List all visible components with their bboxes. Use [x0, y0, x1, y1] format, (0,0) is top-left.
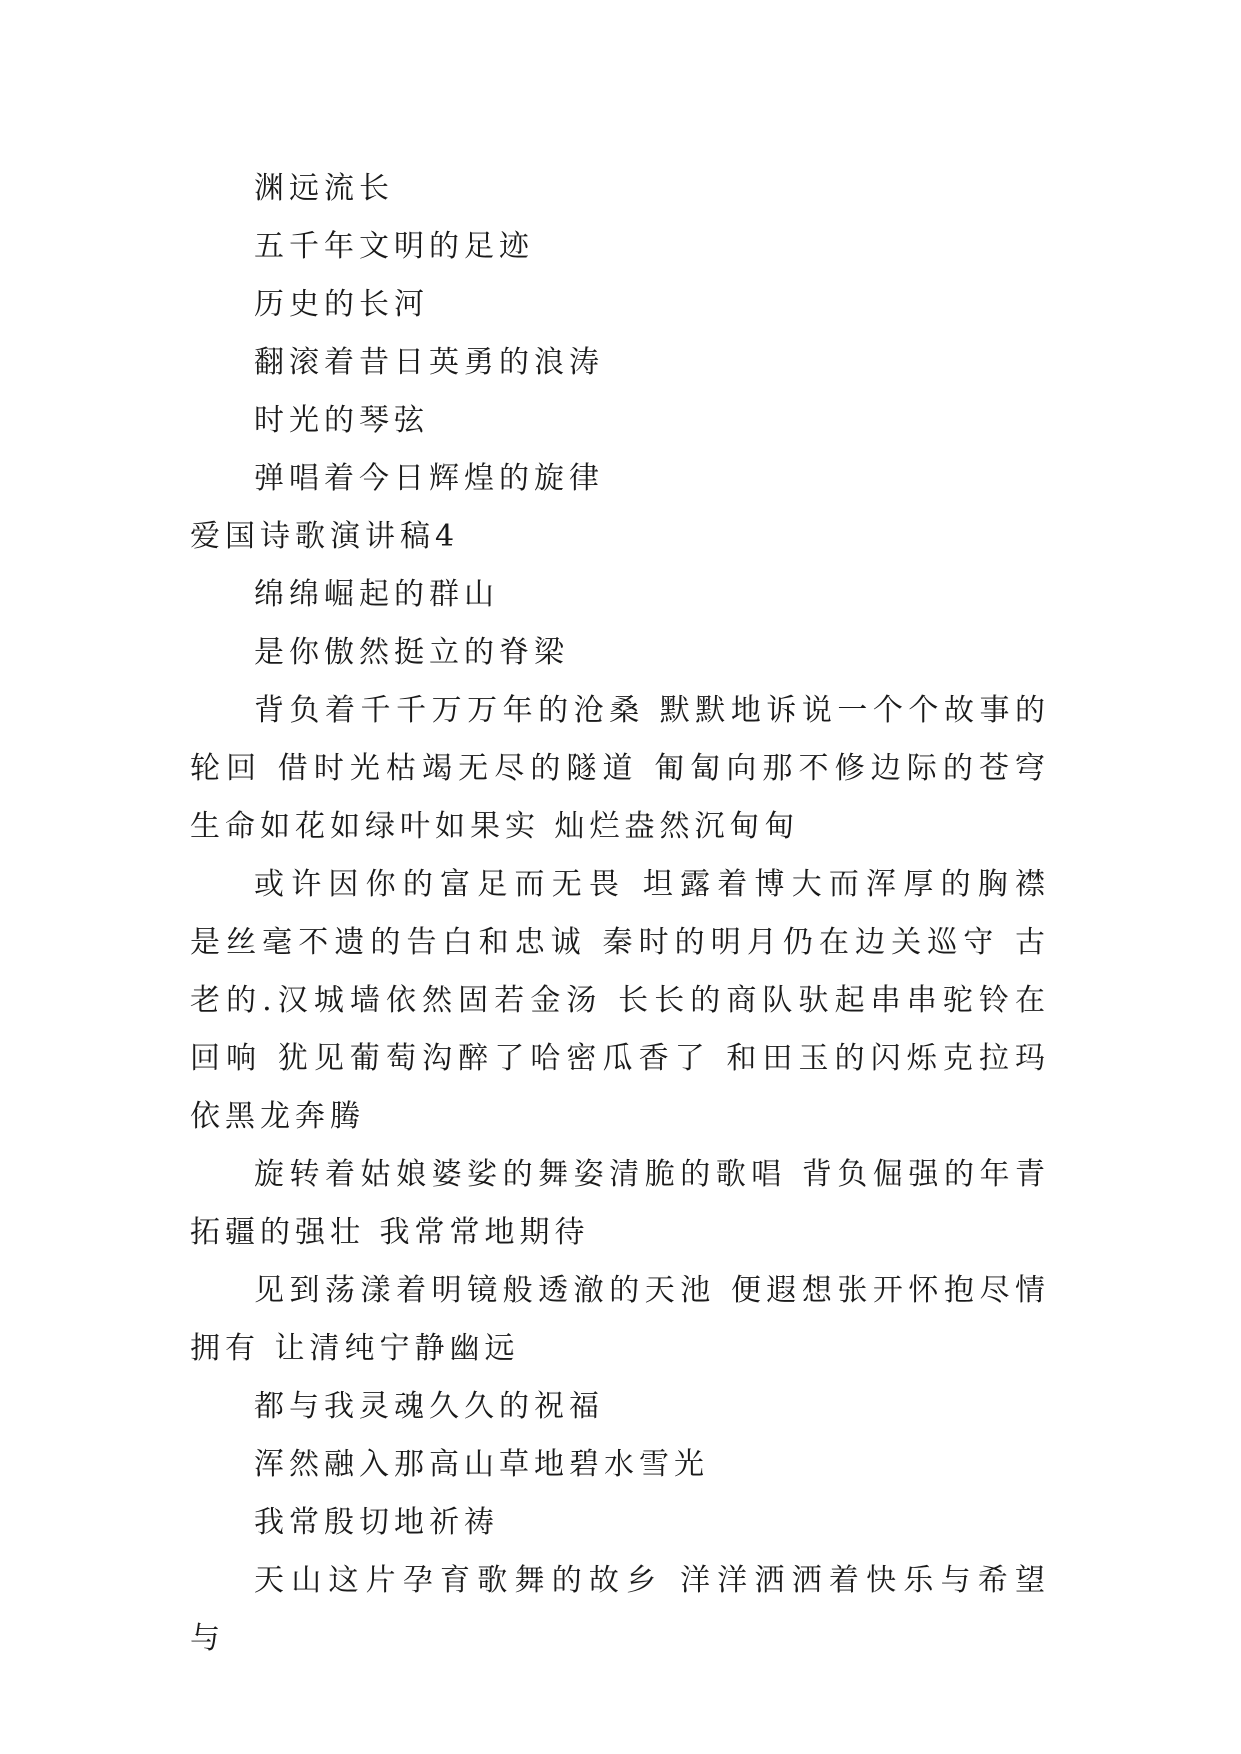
poem-line: 翻滚着昔日英勇的浪涛 — [254, 345, 604, 380]
poem-line: 是你傲然挺立的脊梁 — [254, 635, 569, 670]
poem-paragraph: 或许因你的富足而无畏 坦露着博大而浑厚的胸襟 是丝毫不遗的告白和忠诚 秦时的明月仍在边关巡守 古老的.汉城墙依然固若金汤 长长的商队驮起串串驼铃在回响 犹见葡萄沟醉了哈密瓜香了 和田玉的闪烁克拉玛依黑龙奔腾 — [190, 867, 1050, 1134]
poem-line: 我常殷切地祈祷 — [254, 1505, 499, 1540]
poem-paragraph: 旋转着姑娘婆娑的舞姿清脆的歌唱 背负倔强的年青拓疆的强壮 我常常地期待 — [190, 1157, 1050, 1250]
poem-line: 时光的琴弦 — [254, 403, 429, 438]
poem-paragraph: 见到荡漾着明镜般透澈的天池 便遐想张开怀抱尽情拥有 让清纯宁静幽远 — [190, 1273, 1050, 1366]
poem-line: 浑然融入那高山草地碧水雪光 — [254, 1447, 709, 1482]
poem-line: 绵绵崛起的群山 — [254, 577, 499, 612]
poem-line: 渊远流长 — [254, 171, 394, 206]
poem-line: 五千年文明的足迹 — [254, 229, 534, 264]
poem-line: 弹唱着今日辉煌的旋律 — [254, 461, 604, 496]
document-body — [190, 160, 1050, 1668]
poem-line: 都与我灵魂久久的祝福 — [254, 1389, 604, 1424]
section-heading: 爱国诗歌演讲稿4 — [190, 519, 460, 554]
poem-line: 历史的长河 — [254, 287, 429, 322]
poem-paragraph: 背负着千千万万年的沧桑 默默地诉说一个个故事的轮回 借时光枯竭无尽的隧道 匍匐向那不修边际的苍穹 生命如花如绿叶如果实 灿烂盎然沉甸甸 — [190, 693, 1050, 844]
poem-paragraph: 天山这片孕育歌舞的故乡 洋洋洒洒着快乐与希望 与 — [190, 1563, 1050, 1656]
